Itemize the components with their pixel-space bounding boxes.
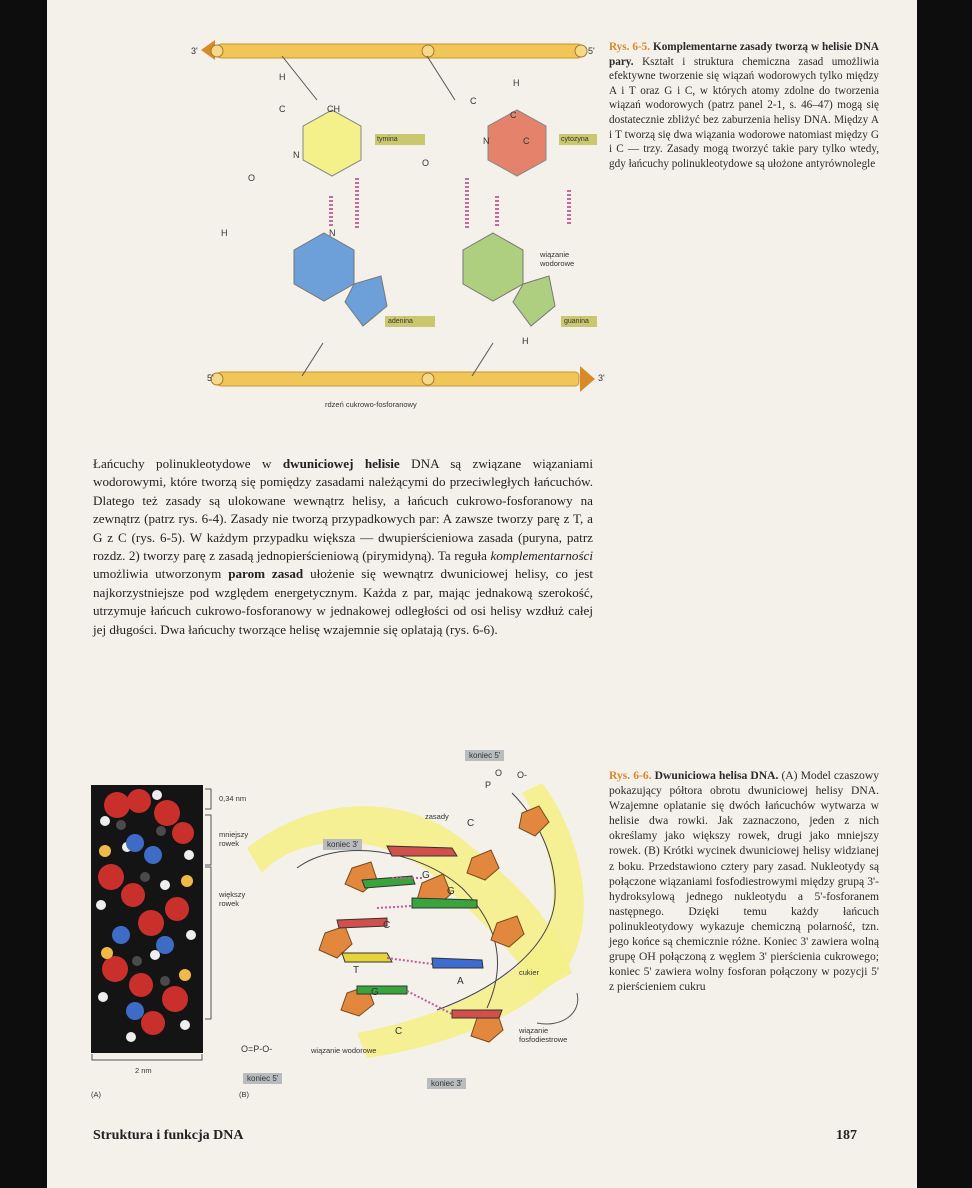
dna-space-filling-model: [91, 785, 203, 1053]
atom-label: H: [279, 72, 286, 82]
figure-6-6-caption-text: (A) Model czaszowy pokazujący półtora obrotu dwuniciowej helisy DNA. Wzajemne oplatanie się dwóch łańcuchów wytwarza w helisie dwa rowki. Jak zaznaczono, jeden z nich określamy jako większy rowek, drugi jako mniejszy rowek. (B) Krótki wycinek dwuniciowej helisy widzianej z boku. Przedstawiono cztery pary zasad. Nukleotydy są połączone wiązaniami fosfodiestrowymi między grupą 3'-hydroksylową jednego nukleotydu a 5'-fosforanem następnego. Dzięki temu każdy łańcuch polinukleotydowy wykazuje chemiczną polarność, tzn. jego końce są chemicznie różne. Koniec 3' zawiera wolną grupę OH połączoną z węglem 3' pierścienia cukrowego; koniec 5' zawiera wolny fosforan połączony w pozycji 5' z pierścieniem cukru: [609, 769, 879, 994]
groove-brackets: [203, 787, 223, 1052]
top-backbone: [201, 40, 587, 60]
pitch-label: 0,34 nm: [219, 794, 247, 803]
guanine-label: guanina: [564, 318, 589, 325]
minor-groove-label: mniejszy rowek: [219, 830, 249, 848]
cytosine-label: cytozyna: [561, 136, 589, 143]
end-3-top-label: 3': [191, 46, 198, 56]
atom-label: H: [522, 336, 529, 346]
figure-6-5-caption-number: Rys. 6-5.: [609, 41, 651, 53]
phosphodiester-label: wiązanie fosfodiestrowe: [519, 1026, 568, 1044]
atom-label: C: [470, 96, 477, 106]
figure-6-6-caption-number: Rys. 6-6.: [609, 769, 652, 782]
figure-6-5-diagram: [197, 38, 597, 424]
panel-a-label: (A): [91, 1090, 101, 1099]
term-double-helix: dwuniciowej helisie: [282, 456, 400, 471]
end-5-bottom-tag: koniec 5': [243, 1073, 282, 1084]
end-5-top-label: 5': [588, 46, 595, 56]
base-letter: C: [383, 920, 391, 931]
atom-label: N: [329, 228, 336, 238]
term-base-pairs: parom zasad: [228, 566, 304, 582]
book-page: [47, 0, 917, 1188]
width-bracket: [91, 1053, 203, 1063]
base-letter: C: [395, 1026, 403, 1037]
width-label: 2 nm: [135, 1066, 152, 1075]
base-letter: G: [371, 987, 379, 998]
atom-label: C: [523, 136, 530, 146]
major-groove-label: większy rowek: [219, 890, 246, 908]
sugar-label: cukier: [519, 968, 540, 977]
body-text-segment: ułożenie się wewnątrz dwuniciowej helisy, co jest najkorzystniejsze pod względem energetycznym. Każda z par, mając jednakową szerokość, utrzymuje łańcuch cukrowo-fosforanowy w jednakowej odległości od osi helisy wzdłuż całej jej długości. Dwa łańcuchy tworzące helisę wzajemnie się oplatają (rys. 6-6).: [93, 566, 593, 637]
end-5-top-tag: koniec 5': [465, 750, 504, 761]
atom-label: O: [248, 173, 256, 183]
cytosine-ring: [488, 110, 546, 176]
hydrogen-bonds: [331, 178, 569, 228]
atom-label: N: [483, 136, 490, 146]
phosphate-atom: O: [495, 768, 503, 778]
thymine-ring: [303, 110, 361, 176]
figure-6-5-caption-title: Komplementarne zasady tworzą w helisie DNA pary.: [609, 41, 879, 68]
end-3-bottom-label: 3': [598, 373, 605, 383]
base-letter: T: [353, 965, 360, 976]
figure-6-6-caption: [609, 768, 879, 994]
end-3-bottom-tag: koniec 3': [427, 1078, 466, 1089]
running-footer-title: Struktura i funkcja DNA: [93, 1128, 244, 1143]
panel-b-label: (B): [239, 1090, 249, 1099]
base-letter: G: [422, 870, 430, 881]
base-letter: C: [467, 818, 475, 829]
atom-label: H: [221, 228, 228, 238]
guanine-rings: [463, 233, 555, 326]
end-5-bottom-label: 5': [207, 373, 214, 383]
hydrogen-bond-label-b: wiązanie wodorowe: [311, 1046, 377, 1055]
bottom-backbone: [211, 366, 595, 392]
term-complementarity: komplementarności: [490, 548, 593, 564]
end-3-left-tag: koniec 3': [323, 839, 362, 850]
body-text-segment: Łańcuchy polinukleotydowe w: [93, 456, 283, 471]
hydrogen-bond-label: wiązanie wodorowe: [540, 250, 575, 268]
base-letter: G: [447, 886, 455, 897]
adenine-rings: [294, 233, 387, 326]
backbone-label: rdzeń cukrowo-fosforanowy: [325, 400, 417, 409]
bases-label: zasady: [425, 812, 449, 821]
phosphate-atom: P: [485, 780, 492, 790]
page-number: 187: [836, 1128, 857, 1143]
atom-label: N: [293, 150, 300, 160]
atom-label: H: [513, 78, 520, 88]
base-letter: A: [457, 976, 464, 987]
thymine-label: tymina: [377, 136, 398, 143]
figure-6-5-caption-text: Kształt i struktura chemiczna zasad umożliwia efektywne tworzenie się wiązań wodorowych tylko między A i T oraz G i C, w których atomy zdolne do tworzenia wiązań wodorowych (patrz panel 2-1, s. 46–47) mogą się dostatecznie zbliżyć bez zaburzenia helisy DNA. Między A i T tworzą się dwa wiązania wodorowe natomiast między G i C — trzy. Zasady mogą tworzyć takie pary tylko wtedy, gdy łańcuchy polinukleotydowe są ułożone antyrównolegle: [609, 55, 879, 170]
body-text-segment: umożliwia utworzonym: [93, 566, 229, 582]
body-paragraph: [93, 455, 593, 639]
atom-label: C: [510, 110, 517, 120]
atom-label: C: [279, 104, 286, 114]
atom-label: O: [422, 158, 430, 168]
figure-6-6-caption-title: Dwuniciowa helisa DNA.: [654, 769, 779, 782]
atom-label: CH: [327, 104, 340, 114]
phosphate-atom: O=P-O-: [241, 1044, 273, 1054]
figure-6-5-caption: [609, 40, 879, 171]
body-text-segment: DNA są związane wiązaniami wodorowymi, które tworzą się pomiędzy zasadami należącymi do przeciwległych łańcuchów. Dlatego też zasady są ulokowane wewnątrz helisy, a łańcuch cukrowo-fosforanowy na zewnątrz (patrz rys. 6-4). Zasady nie tworzą przypadkowych par: A zawsze tworzy parę z T, a G z C (rys. 6-5). W każdym przypadku większa — dwupierścieniowa zasada (puryna, patrz rozdz. 2) tworzy parę z zasadą jednopierścieniową (pirymidyną). Ta reguła: [93, 456, 593, 564]
adenine-label: adenina: [388, 318, 413, 325]
phosphate-atom: O-: [517, 770, 527, 780]
